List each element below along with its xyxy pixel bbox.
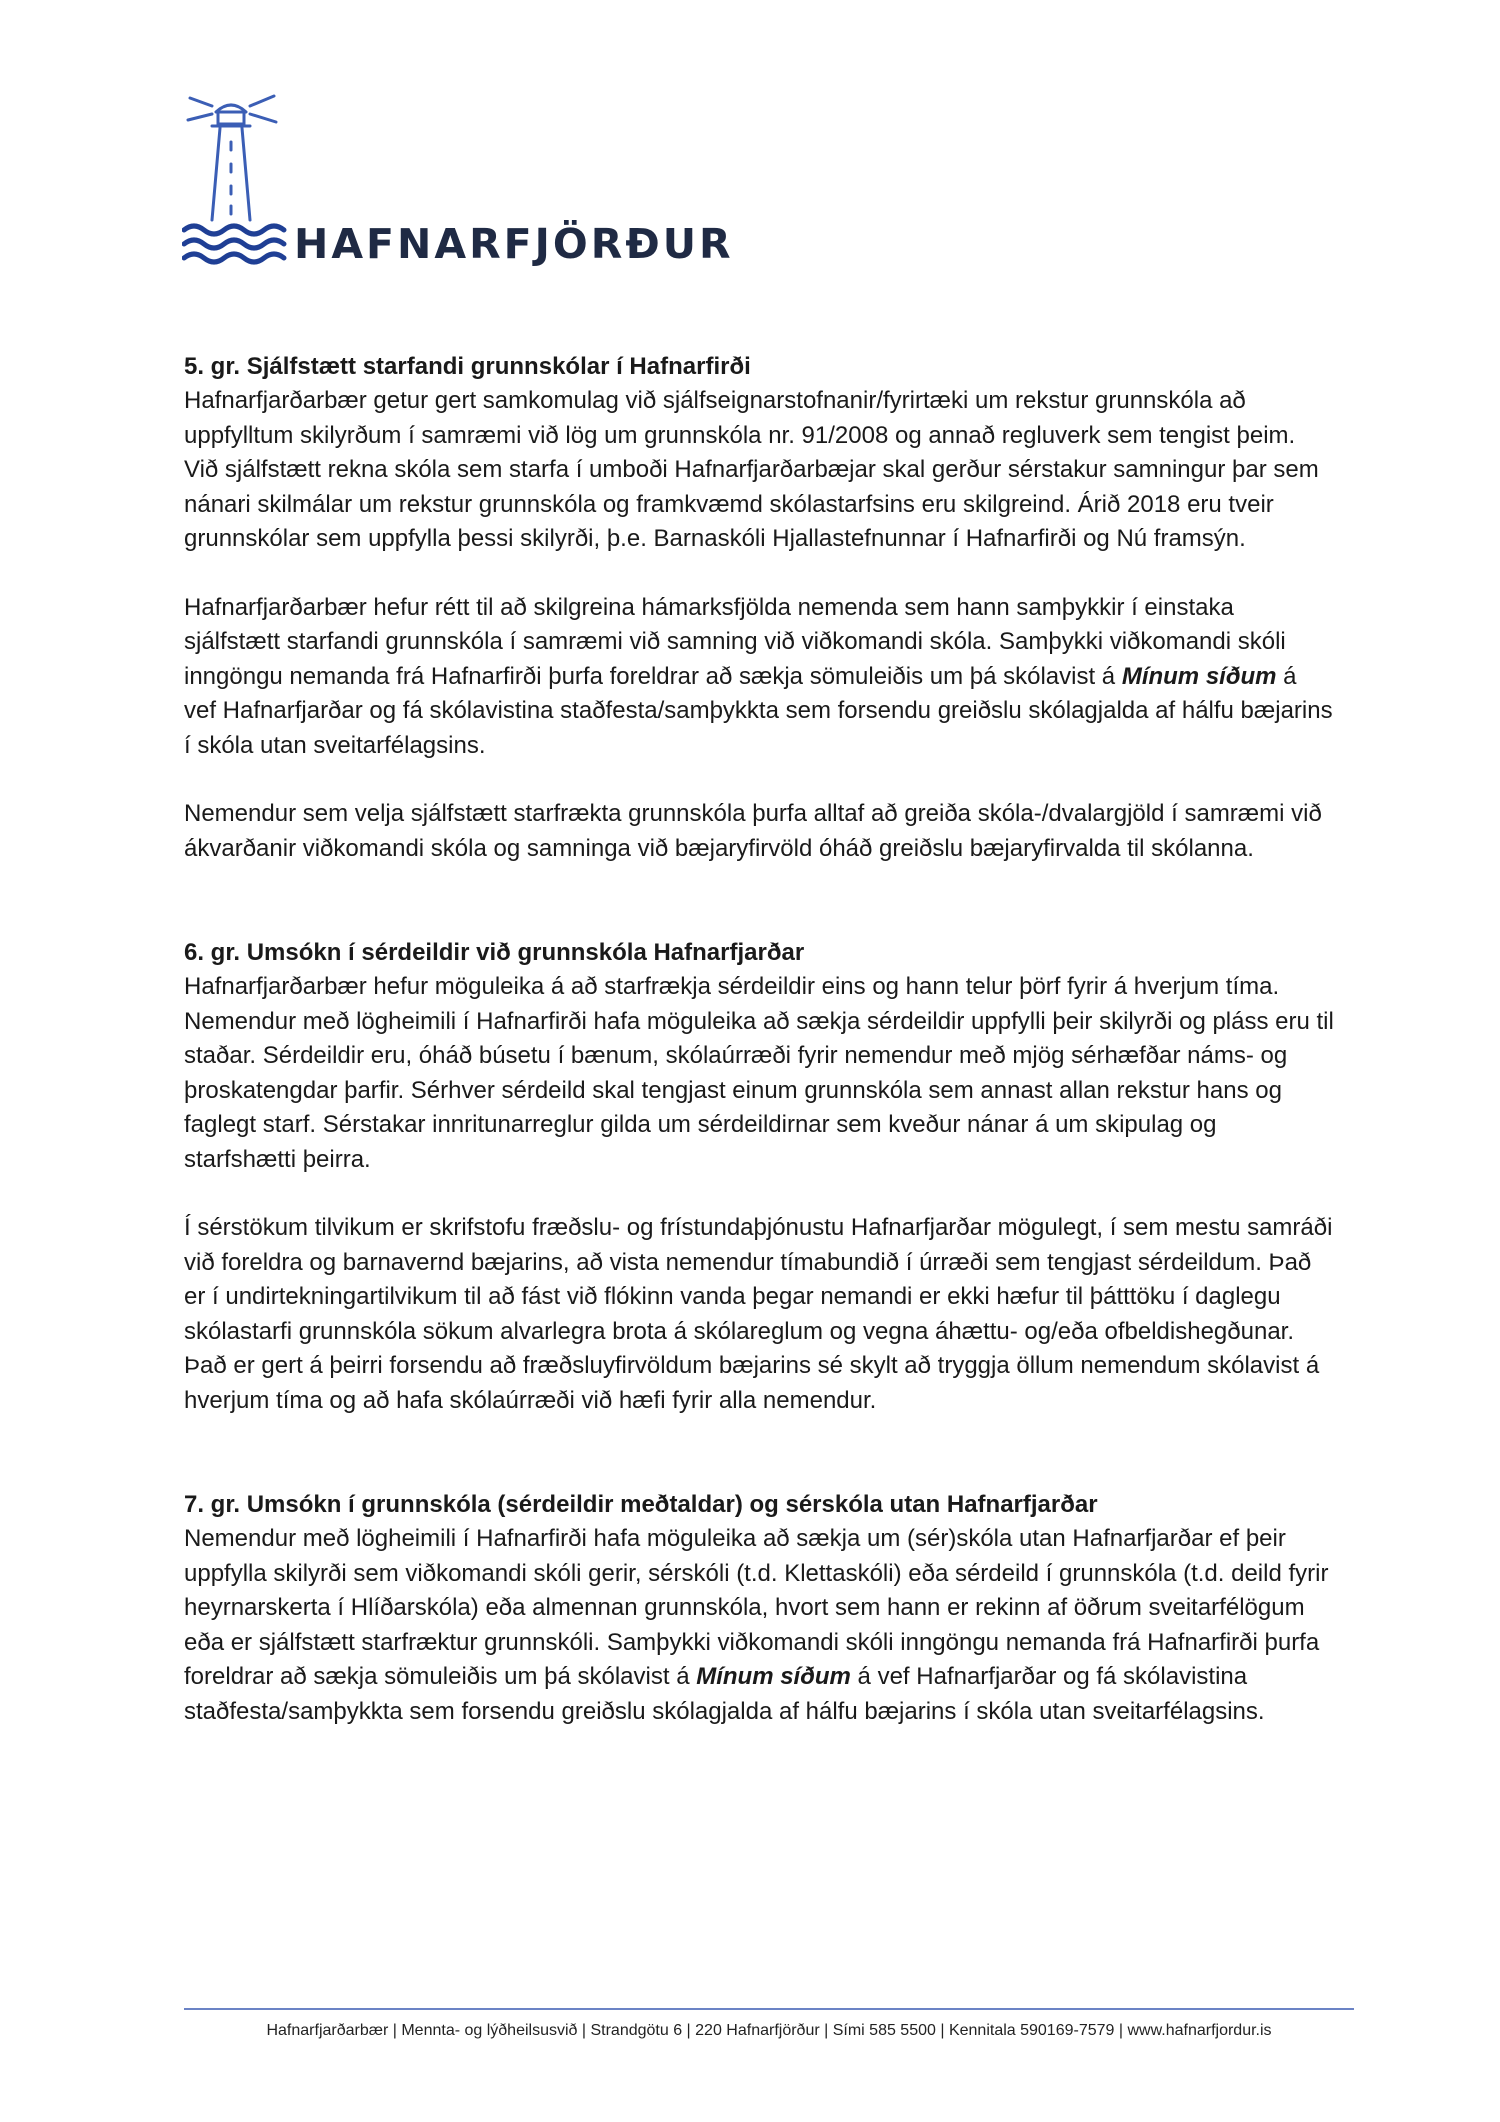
paragraph: Hafnarfjarðarbær hefur möguleika á að starfrækja sérdeildir eins og hann telur þörf fyrir á hverjum tíma. Nemendur með lögheimili í Hafnarfirði hafa möguleika að sækja sérdeildir uppfylli þeir skilyrði og pláss eru til staðar. Sérdeildir eru, óháð búsetu í bænum, skólaúrræði fyrir nemendur með mjög sérhæfðar náms- og þroskatengdar þarfir. Sérhver sérdeild skal tengjast einum grunnskóla sem annast allan rekstur hans og faglegt starf. Sérstakar innritunarreglur gilda um sérdeildirnar sem kveður nánar á um skipulag og starfshætti þeirra. [184,973,1334,1173]
section-heading: 6. gr. Umsókn í sérdeildir við grunnskóla Hafnarfjarðar [184,939,805,966]
paragraph: Í sérstökum tilvikum er skrifstofu fræðslu- og frístundaþjónustu Hafnarfjarðar mögulegt, í sem mestu samráði við foreldra og barnavernd bæjarins, að vista nemendur tímabundið í úrræði sem tengjast sérdeildum. Það er í undirtekningartilvikum til að fást við flókinn vanda þegar nemandi er ekki hæfur til þátttöku í daglegu skólastarfi grunnskóla sökum alvarlegra brota á skólareglum og vegna áhættu- og/eða ofbeldishegðunar. Það er gert á þeirri forsendu að fræðsluyfirvöldum bæjarins sé skylt að tryggja öllum nemendum skólavist á hverjum tíma og að hafa skólaúrræði við hæfi fyrir alla nemendur. [184,1214,1333,1414]
lighthouse-icon [182,92,302,272]
section-heading: 5. gr. Sjálfstætt starfandi grunnskólar í Hafnarfirði [184,353,751,380]
paragraph: Nemendur með lögheimili í Hafnarfirði hafa möguleika að sækja um (sér)skóla utan Hafnarfjarðar ef þeir uppfylla skilyrði sem viðkomandi skóli gerir, sérskóli (t.d. Klettaskóli) eða sérdeild í grunnskóla (t.d. deild fyrir heyrnarskerta í Hlíðarskóla) eða almennan grunnskóla, hvort sem hann er rekinn af öðrum sveitarfélögum eða er sjálfstætt starfræktur grunnskóli. Samþykki viðkomandi skóli inngöngu nemanda frá Hafnarfirði þurfa foreldrar að sækja sömuleiðis um þá skólavist á Mínum síðum á vef Hafnarfjarðar og fá skólavistina staðfesta/samþykkta sem forsendu greiðslu skólagjalda af hálfu bæjarins í skóla utan sveitarfélagsins. [184,1525,1329,1725]
paragraph: Hafnarfjarðarbær getur gert samkomulag við sjálfseignarstofnanir/fyrirtæki um rekstur grunnskóla að uppfylltum skilyrðum í samræmi við lög um grunnskóla nr. 91/2008 og annað regluverk sem tengist þeim. Við sjálfstætt rekna skóla sem starfa í umboði Hafnarfjarðarbæjar skal gerður sérstakur samningur þar sem nánari skilmálar um rekstur grunnskóla og framkvæmd skólastarfsins eru skilgreind. Árið 2018 eru tveir grunnskólar sem uppfylla þessi skilyrði, þ.e. Barnaskóli Hjallastefnunnar í Hafnarfirði og Nú framsýn. [184,387,1319,552]
section-heading: 7. gr. Umsókn í grunnskóla (sérdeildir meðtaldar) og sérskóla utan Hafnarfjarðar [184,1491,1098,1518]
minum-sidum-emphasis: Mínum síðum [696,1663,851,1690]
section-5 [184,350,1334,866]
footer-divider [184,2008,1354,2010]
document-body [184,350,1334,1729]
paragraph: Nemendur sem velja sjálfstætt starfrækta grunnskóla þurfa alltaf að greiða skóla-/dvalargjöld í samræmi við ákvarðanir viðkomandi skóla og samninga við bæjaryfirvöld óháð greiðslu bæjaryfirvalda til skólanna. [184,800,1322,862]
footer: Hafnarfjarðarbær | Mennta- og lýðheilsusvið | Strandgötu 6 | 220 Hafnarfjörður | Sími 585 5500 | Kennitala 590169-7579 | www.hafnarfjordur.is [266,2022,1272,2039]
minum-sidum-emphasis: Mínum síðum [1121,662,1277,690]
logo-wordmark: HAFNARFJÖRÐUR [294,220,734,268]
section-6 [184,936,1334,1418]
paragraph: Hafnarfjarðarbær hefur rétt til að skilgreina hámarksfjölda nemenda sem hann samþykkir í einstaka sjálfstætt starfandi grunnskóla í samræmi við samning við viðkomandi skóla. Samþykki viðkomandi skóli inngöngu nemanda frá Hafnarfirði þurfa foreldrar að sækja sömuleiðis um þá skólavist á Mínum síðum á vef Hafnarfjarðar og fá skólavistina staðfesta/samþykkta sem forsendu greiðslu skólagjalda af hálfu bæjarins í skóla utan sveitarfélagsins. [184,593,1333,759]
hafnarfjordur-logo [182,92,734,272]
section-7 [184,1488,1334,1729]
